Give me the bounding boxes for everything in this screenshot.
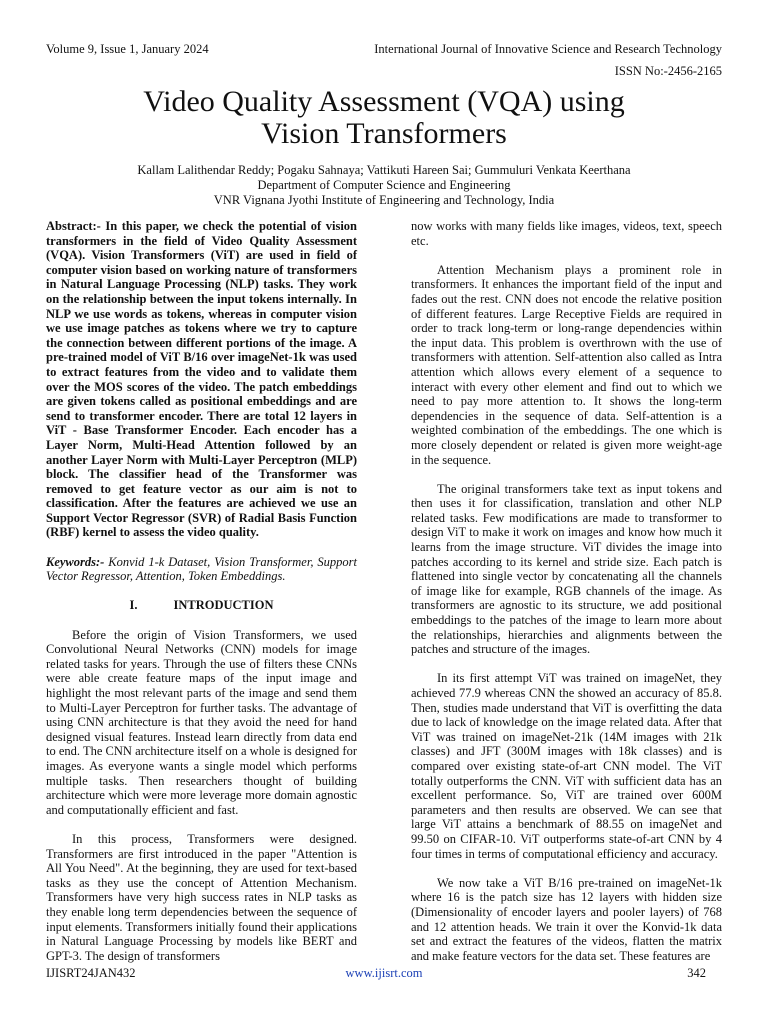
right-column xyxy=(411,219,722,978)
author-names: Kallam Lalithendar Reddy; Pogaku Sahnaya; Vattikuti Hareen Sai; Gummuluri Venkata Keerthana xyxy=(137,163,631,177)
body-paragraph: Attention Mechanism plays a prominent role in transformers. It enhances the important field of the input and fades out the rest. CNN does not encode the relative position of different features. Large Receptive Fields are required in order to track long-term or long-range dependencies within the input data. This problem is overthrown with the use of transformers with attention. Self-attention also called as Intra attention which allows every element of a sequence to interact with every other element and find out to which we need to pay more attention to. It shows the long-term dependencies in the sequence of data. Self-attention is a weighted combination of the embeddings. The one which is more closely dependent or related is given more weight-age in the sequence. xyxy=(411,262,722,467)
abstract-label: Abstract:- xyxy=(46,219,101,233)
body-paragraph: We now take a ViT B/16 pre-trained on imageNet-1k where 16 is the patch size has 12 layers with hidden size (Dimensionality of encoder layers and pooler layers) of 768 and 12 attention heads. We train it over the Konvid-1k data set and extract the features of the videos, flatten the matrix and make feature vectors for the data set. These features are xyxy=(411,875,722,963)
paper-id: IJISRT24JAN432 xyxy=(46,966,136,980)
keywords-text: Konvid 1-k Dataset, Vision Transformer, Support Vector Regressor, Attention, Token Embeddings. xyxy=(46,554,357,584)
abstract-text: In this paper, we check the potential of vision transformers in the field of Video Quality Assessment (VQA). Vision Transformers (ViT) are used in field of computer vision based on working nature of transformers in Natural Language Processing (NLP) tasks. They work on the relationship between the input tokens internally. In NLP we use words as tokens, whereas in computer vision we use image patches as tokens where we try to capture the connection between different portions of the image. A pre-trained model of ViT B/16 over imageNet-1k was used to extract features from the video and to validate them over the MOS scores of the video. The patch embeddings are given tokens called as positional embeddings and are send to transformer encoder. There are total 12 layers in ViT - Base Transformer Encoder. Each encoder has a Layer Norm, Multi-Head Attention followed by an another Layer Norm with Multi-Layer Perceptron (MLP) block. The classifier head of the Transformer was removed to get feature vector as our aim is not to classification. After the features are achieved we use an Support Vector Regressor (SVR) of Radial Basis Function (RBF) kernel to assess the video quality. xyxy=(46,219,357,540)
body-paragraph: The original transformers take text as input tokens and then uses it for classification, translation and other NLP related tasks. Few modifications are made to transformer to design ViT to make it work on images and know how much it learns from the image structure. ViT divides the image into patches according to its kernel and stride size. Each patch is flattened into single vector by concatenating all the channels of image like for example, RGB channels of the image. As transformers are agnostic to its structure, we add positional embeddings to the patches of the image to learn more about the relationships, hierarchies and alignments between the patches and structure of the images. xyxy=(411,481,722,657)
paper-title-line-2: Vision Transformers xyxy=(261,117,507,150)
keywords-paragraph xyxy=(46,555,357,584)
page-number: 342 xyxy=(687,966,706,980)
paper-title xyxy=(0,86,768,150)
journal-website-link[interactable]: www.ijisrt.com xyxy=(345,966,423,980)
section-number: I. xyxy=(129,598,138,613)
journal-name: International Journal of Innovative Science and Research Technology xyxy=(374,42,722,56)
journal-volume: Volume 9, Issue 1, January 2024 xyxy=(46,42,209,56)
left-column xyxy=(46,219,357,978)
issn-number: ISSN No:-2456-2165 xyxy=(614,64,722,78)
section-heading xyxy=(46,598,357,613)
author-department: Department of Computer Science and Engineering xyxy=(257,178,511,192)
body-paragraph-continued: now works with many fields like images, videos, text, speech etc. xyxy=(411,219,722,248)
section-title: INTRODUCTION xyxy=(173,598,274,613)
body-paragraph: In this process, Transformers were designed. Transformers are first introduced in the paper "Attention is All You Need". At the beginning, they are used for text-based tasks as they use the concept of Attention Mechanism. Transformers have very high success rates in NLP tasks as they enable long term dependencies between the sequence of input elements. Transformers initially found their applications in Natural Language Processing by models like BERT and GPT-3. The design of transformers xyxy=(46,831,357,963)
paper-title-line-1: Video Quality Assessment (VQA) using xyxy=(143,85,625,118)
body-paragraph: In its first attempt ViT was trained on imageNet, they achieved 77.9 whereas CNN the showed an accuracy of 85.8. Then, studies made understand that ViT is overfitting the data due to lack of knowledge on the image related data. After that ViT was trained on imageNet-21k (14M images with 21k classes) and JFT (300M images with 18k classes) and is compared over existing state-of-art CNN model. The ViT totally outperforms the CNN. ViT with sufficient data has an excellent performance. So, ViT are trained over 600M parameters and then results are observed. We can see that large ViT attains a benchmark of 88.55 on imageNet and 99.50 on CIFAR-10. ViT outperforms state-of-art CNN by 4 four times in terms of computational efficiency and accuracy. xyxy=(411,671,722,861)
author-block xyxy=(0,163,768,208)
abstract-paragraph xyxy=(46,219,357,540)
body-paragraph: Before the origin of Vision Transformers, we used Convolutional Neural Networks (CNN) models for image related tasks for years. Through the use of filters these CNNs were able create feature maps of the input image and highlight the most relevant parts of the image and send them to Multi-Layer Perceptron for further tasks. The advantage of using CNN architecture is that they avoid the need for hand designed visual features. Instead learn directly from data end to end. The CNN architecture itself on a whole is designed for images. As everyone wants a single model which performs multiple tasks. Then researchers thought of building architecture which were more leverage more domain agnostic and computationally efficient and fast. xyxy=(46,627,357,817)
keywords-label: Keywords:- xyxy=(46,554,105,569)
author-institute: VNR Vignana Jyothi Institute of Engineering and Technology, India xyxy=(213,193,555,207)
